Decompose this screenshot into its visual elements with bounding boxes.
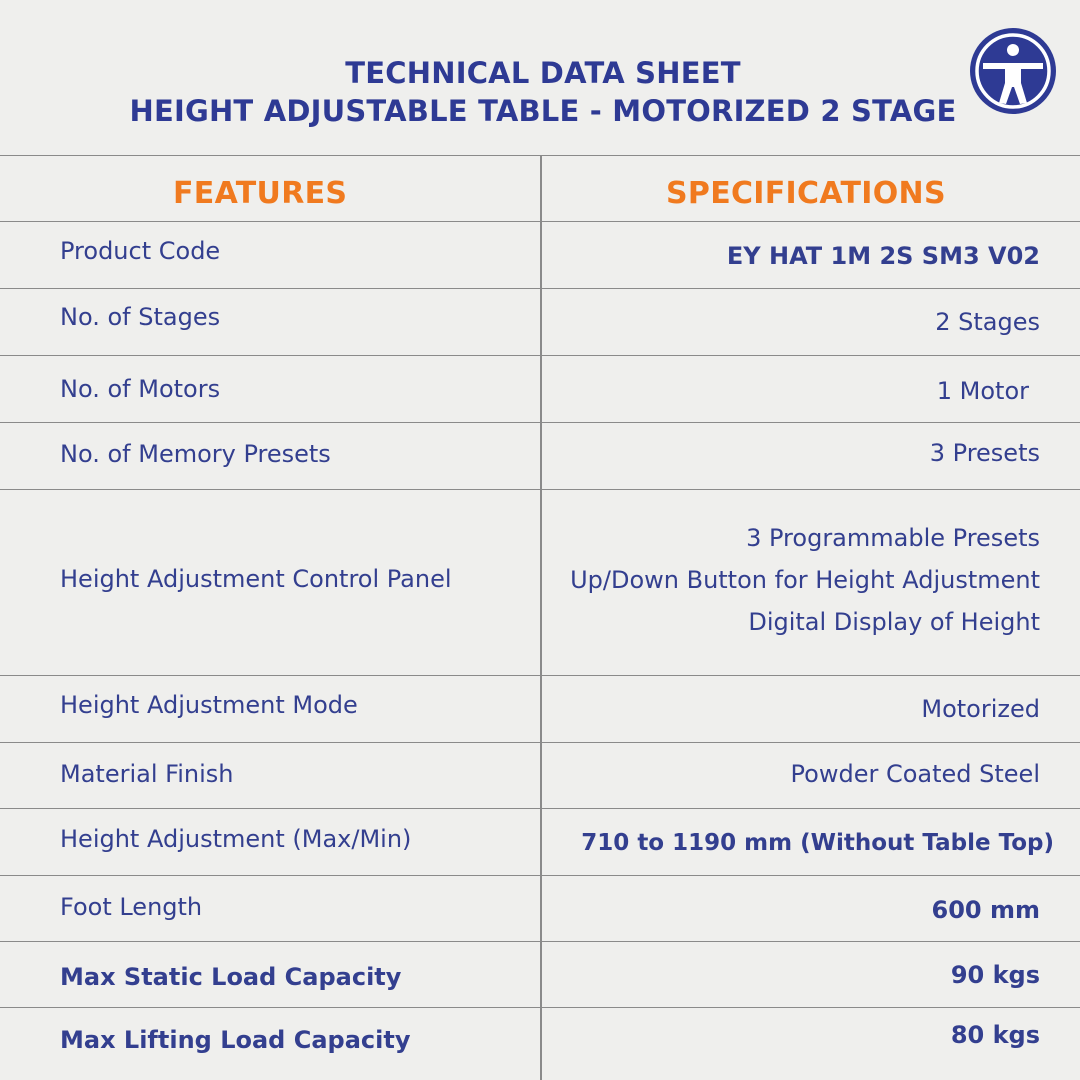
spec-value: 3 Presets: [929, 439, 1040, 467]
table-row: [0, 356, 1080, 423]
spec-value-line: 3 Programmable Presets: [746, 524, 1040, 552]
feature-label: Product Code: [60, 237, 221, 265]
title-line-2: HEIGHT ADJUSTABLE TABLE - MOTORIZED 2 STAGE: [129, 94, 957, 128]
feature-label: Foot Length: [60, 893, 203, 921]
table-row: [0, 942, 1080, 1008]
spec-value: EY HAT 1M 2S SM3 V02: [726, 242, 1040, 270]
page-header: [0, 0, 1080, 156]
features-column-header: FEATURES: [173, 176, 348, 211]
table-row: [0, 289, 1080, 356]
spec-value: 80 kgs: [950, 1021, 1040, 1049]
spec-value: Motorized: [921, 695, 1040, 723]
table-row: [0, 743, 1080, 809]
table-row: [0, 876, 1080, 942]
feature-label: Material Finish: [60, 760, 234, 788]
feature-label: No. of Motors: [60, 375, 221, 403]
feature-label: Max Static Load Capacity: [60, 963, 402, 991]
vitruvian-man-logo-icon: [969, 27, 1057, 115]
spec-value-line: Digital Display of Height: [748, 608, 1040, 636]
spec-value: 90 kgs: [950, 961, 1040, 989]
spec-value: 710 to 1190 mm (Without Table Top): [581, 830, 1054, 856]
table-row: [0, 222, 1080, 289]
table-row: [0, 490, 1080, 676]
feature-label: Height Adjustment (Max/Min): [60, 825, 412, 853]
table-header-row: [0, 156, 1080, 222]
spec-value-line: Up/Down Button for Height Adjustment: [570, 566, 1040, 594]
feature-label: No. of Memory Presets: [60, 440, 331, 468]
spec-value: Powder Coated Steel: [790, 760, 1040, 788]
table-row: [0, 676, 1080, 743]
feature-label: Height Adjustment Control Panel: [60, 565, 452, 593]
spec-value: 2 Stages: [935, 308, 1040, 336]
table-row: [0, 809, 1080, 876]
feature-label: No. of Stages: [60, 303, 221, 331]
feature-label: Max Lifting Load Capacity: [60, 1026, 411, 1054]
spec-value: 600 mm: [931, 896, 1040, 924]
feature-label: Height Adjustment Mode: [60, 691, 358, 719]
title-line-1: TECHNICAL DATA SHEET: [345, 56, 741, 90]
spec-value: 1 Motor: [936, 377, 1029, 405]
table-row: [0, 1008, 1080, 1080]
specifications-column-header: SPECIFICATIONS: [666, 176, 946, 211]
table-row: [0, 423, 1080, 490]
